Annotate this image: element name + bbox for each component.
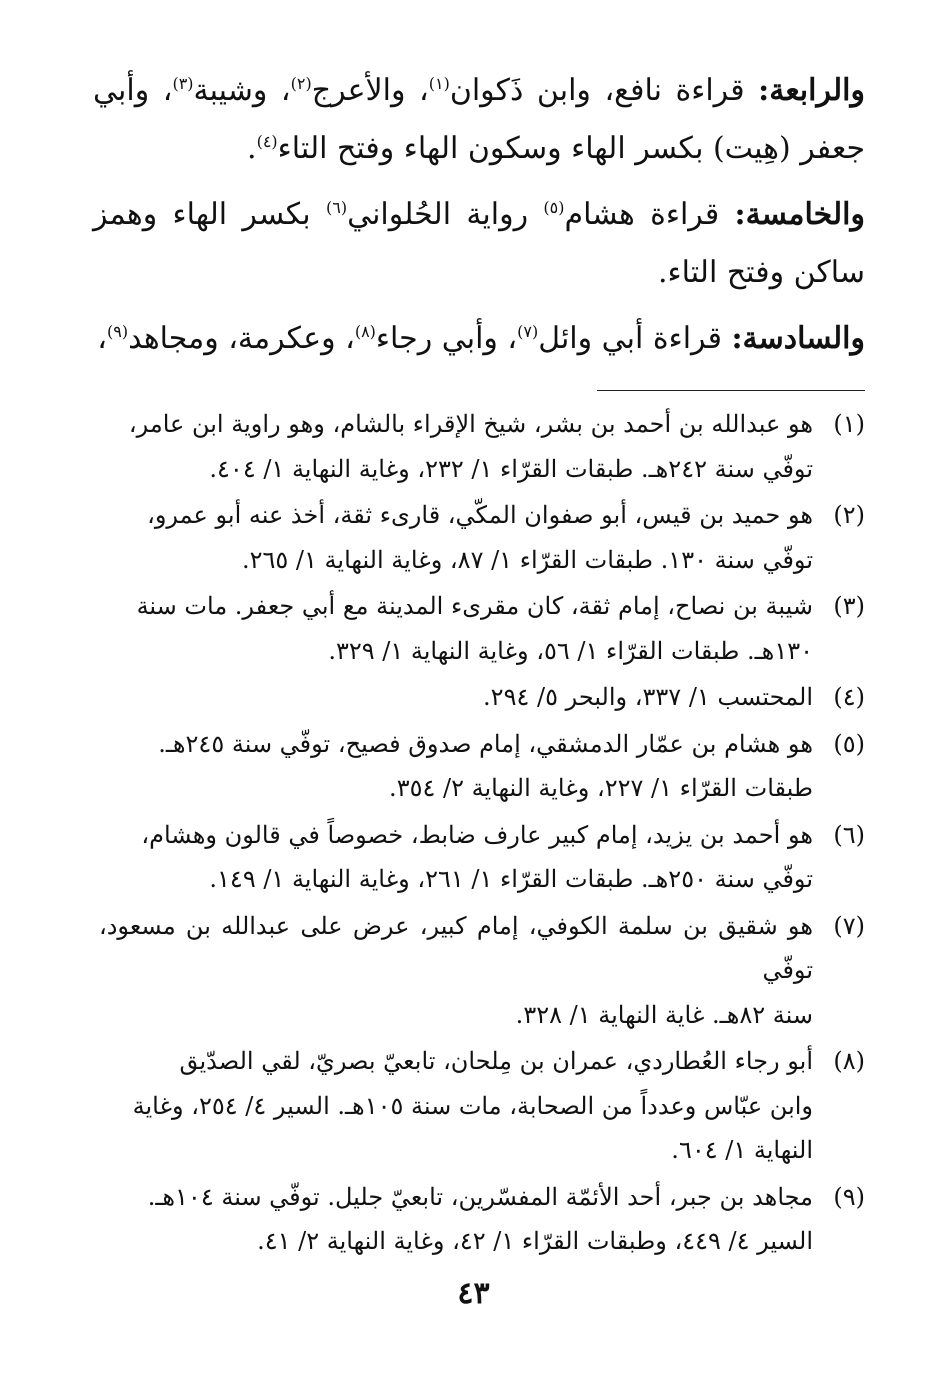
footnote-number: (٧) (833, 911, 865, 940)
main-text (93, 62, 865, 376)
footnote-item (93, 402, 865, 491)
footnote-text: هو أحمد بن يزيد، إمام كبير عارف ضابط، خصوصاً في قالون وهشام، توفّي سنة ٢٥٠هـ. طبقات القرّاء ١/ ٢٦١، وغاية النهاية ١/ ١٤٩. (141, 820, 813, 893)
footnote-item (93, 813, 865, 902)
footnote-item (93, 904, 865, 1038)
footnote-text: شيبة بن نصاح، إمام ثقة، كان مقرىء المدينة مع أبي جعفر. مات سنة ١٣٠هـ. طبقات القرّاء ١/ ٥٦، وغاية النهاية ١/ ٣٢٩. (136, 592, 813, 665)
footnote-text: مجاهد بن جبر، أحد الأئمّة المفسّرين، تابعيّ جليل. توفّي سنة ١٠٤هـ. السير ٤/ ٤٤٩، وطبقات القرّاء ١/ ٤٢، وغاية النهاية ٢/ ٤١. (147, 1182, 813, 1255)
footnote-text: هو حميد بن قيس، أبو صفوان المكّي، قارىء ثقة، أخذ عنه أبو عمرو، توفّي سنة ١٣٠. طبقات القرّاء ١/ ٨٧، وغاية النهاية ١/ ٢٦٥. (147, 501, 813, 574)
paragraph-sixth-reading: والسادسة: قراءة أبي وائل$^{(٧)}$، وأبي رجاء$^{(٨)}$، وعكرمة، ومجاهد$^{(٩)}$، (97, 321, 865, 356)
paragraph-lead: والسادسة: (731, 321, 865, 356)
footnote-text: هو هشام بن عمّار الدمشقي، إمام صدوق فصيح، توفّي سنة ٢٤٥هـ. طبقات القرّاء ١/ ٢٢٧، وغاية النهاية ٢/ ٣٥٤. (158, 729, 813, 802)
footnote-ref[interactable]: (٢) (290, 74, 312, 93)
footnote-text: هو شقيق بن سلمة الكوفي، إمام كبير، عرض على عبدالله بن مسعود، توفّي سنة ٨٢هـ. غاية النهاية ١/ ٣٢٨. (99, 911, 813, 1029)
footnote-item (93, 1039, 865, 1173)
footnote-text: المحتسب ١/ ٣٣٧، والبحر ٥/ ٢٩٤. (483, 683, 813, 711)
footnote-number: (٣) (833, 592, 865, 620)
footnote-divider (597, 390, 865, 391)
footnote-number: (٢) (833, 501, 865, 529)
paragraph-lead: والرابعة: (758, 73, 865, 108)
footnote-ref[interactable]: (٨) (354, 322, 376, 341)
footnote-ref[interactable]: (٦) (325, 198, 348, 217)
paragraph-lead: والخامسة: (734, 197, 865, 232)
footnote-ref[interactable]: (٥) (543, 198, 565, 217)
footnote-number: (٤) (833, 683, 865, 711)
footnote-item (93, 722, 865, 811)
footnote-number: (٦) (833, 820, 865, 849)
footnote-item (93, 675, 865, 720)
footnote-text: أبو رجاء العُطاردي، عمران بن مِلحان، تابعيّ بصريّ، لقي الصدّيق وابن عبّاس وعدداً من الصحابة، مات سنة ١٠٥هـ. السير ٤/ ٢٥٤، وغاية النهاية ١/ ٦٠٤. (132, 1047, 813, 1164)
paragraph-fourth-reading: والرابعة: قراءة نافع، وابن ذَكوان$^{(١)}$، والأعرج$^{(٢)}$، وشيبة$^{(٣)}$، وأبي جعفر (هِيت) بكسر الهاء وسكون الهاء وفتح التاء$^{(٤)}$. (93, 73, 865, 166)
page-number: ٤٣ (457, 1276, 490, 1311)
footnote-ref[interactable]: (٧) (517, 322, 539, 341)
footnote-text: هو عبدالله بن أحمد بن بشر، شيخ الإقراء بالشام، وهو راوية ابن عامر، توفّي سنة ٢٤٢هـ. طبقات القرّاء ١/ ٢٣٢، وغاية النهاية ١/ ٤٠٤. (128, 410, 813, 483)
footnote-ref[interactable]: (٣) (172, 74, 194, 93)
paragraph-fifth-reading: والخامسة: قراءة هشام$^{(٥)}$ رواية الحُلواني$^{(٦)}$ بكسر الهاء وهمز ساكن وفتح التاء. (93, 197, 865, 290)
footnote-item (93, 1175, 865, 1264)
footnote-ref[interactable]: (١) (428, 74, 450, 93)
footnote-ref[interactable]: (٤) (256, 132, 278, 151)
footnote-number: (٥) (833, 729, 865, 758)
footnote-ref[interactable]: (٩) (106, 322, 129, 341)
footnote-item (93, 493, 865, 582)
footnotes (93, 402, 865, 1266)
footnote-number: (٩) (833, 1182, 865, 1211)
footnote-number: (١) (833, 410, 865, 438)
footnote-number: (٨) (833, 1047, 865, 1075)
footnote-item (93, 584, 865, 673)
